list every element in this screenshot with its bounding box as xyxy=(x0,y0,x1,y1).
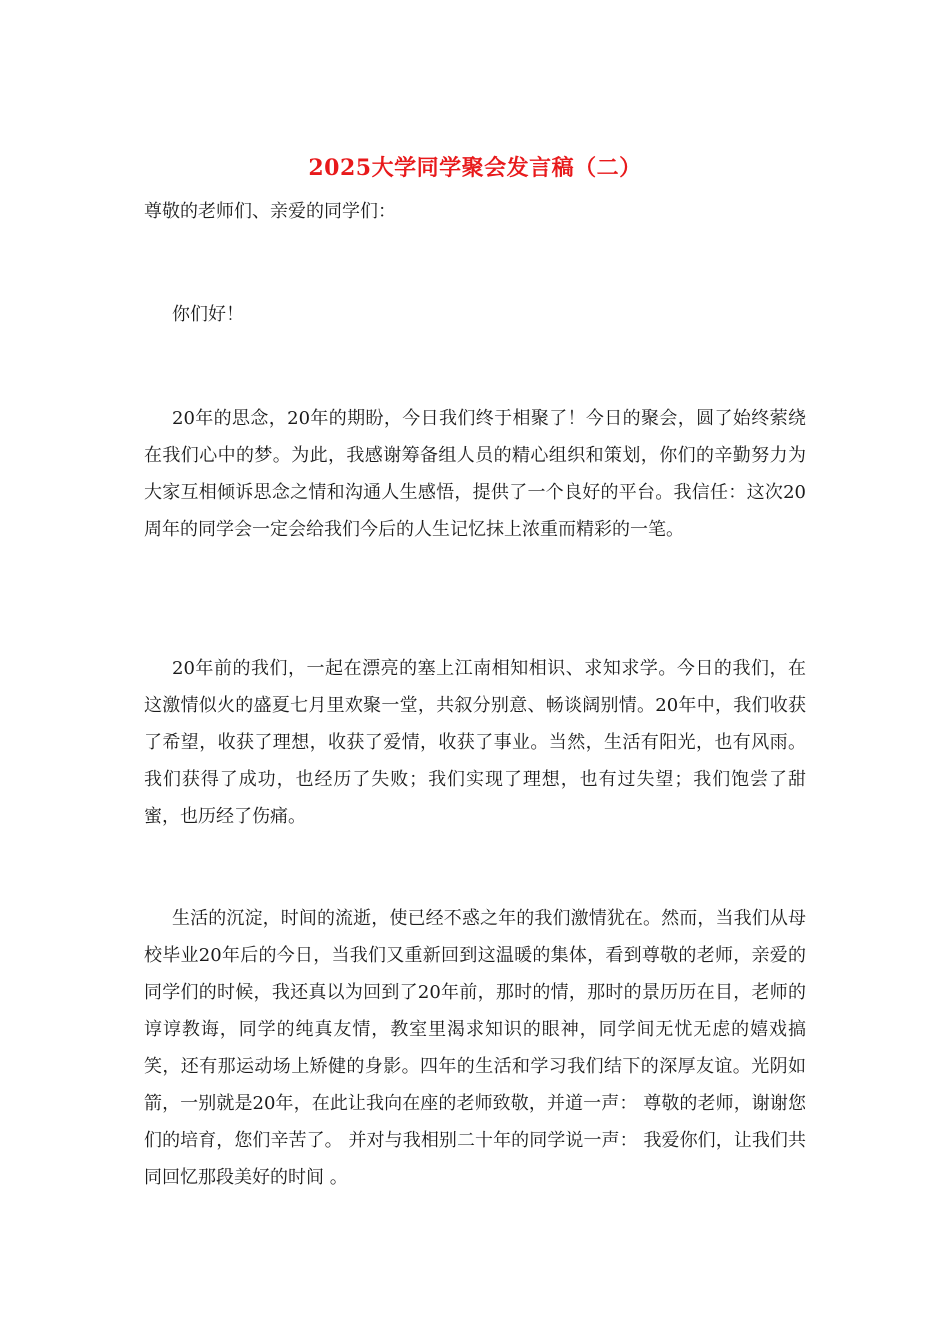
body-paragraph: 生活的沉淀，时间的流逝，使已经不惑之年的我们激情犹在。然而，当我们从母校毕业20年后的今日，当我们又重新回到这温暖的集体，看到尊敬的老师，亲爱的同学们的时候，我还真以为回到了20年前，那时的情，那时的景历历在目，老师的谆谆教诲，同学的纯真友情，教室里渴求知识的眼神，同学间无忧无虑的嬉戏搞笑，还有那运动场上矫健的身影。四年的生活和学习我们结下的深厚友谊。光阴如箭，一别就是20年，在此让我向在座的老师致敬，并道一声： 尊敬的老师，谢谢您们的培育，您们辛苦了。 并对与我相别二十年的同学说一声： 我爱你们，让我们共同回忆那段美好的时间 。 xyxy=(144,908,806,1188)
body-paragraph: 20年前的我们，一起在漂亮的塞上江南相知相识、求知求学。今日的我们，在这激情似火的盛夏七月里欢聚一堂，共叙分别意、畅谈阔别情。20年中，我们收获了希望，收获了理想，收获了爱情，收获了事业。当然，生活有阳光，也有风雨。我们获得了成功，也经历了失败；我们实现了理想，也有过失望；我们饱尝了甜蜜，也历经了伤痛。 xyxy=(144,658,806,827)
greeting: 你们好！ xyxy=(172,304,244,325)
body-paragraph: 20年的思念，20年的期盼，今日我们终于相聚了！今日的聚会，圆了始终萦绕在我们心中的梦。为此，我感谢筹备组人员的精心组织和策划，你们的辛勤努力为大家互相倾诉思念之情和沟通人生感悟，提供了一个良好的平台。我信任：这次20周年的同学会一定会给我们今后的人生记忆抹上浓重而精彩的一笔。 xyxy=(144,408,806,540)
salutation: 尊敬的老师们、亲爱的同学们： xyxy=(144,201,396,222)
document-title: 2025大学同学聚会发言稿（二） xyxy=(308,155,642,181)
